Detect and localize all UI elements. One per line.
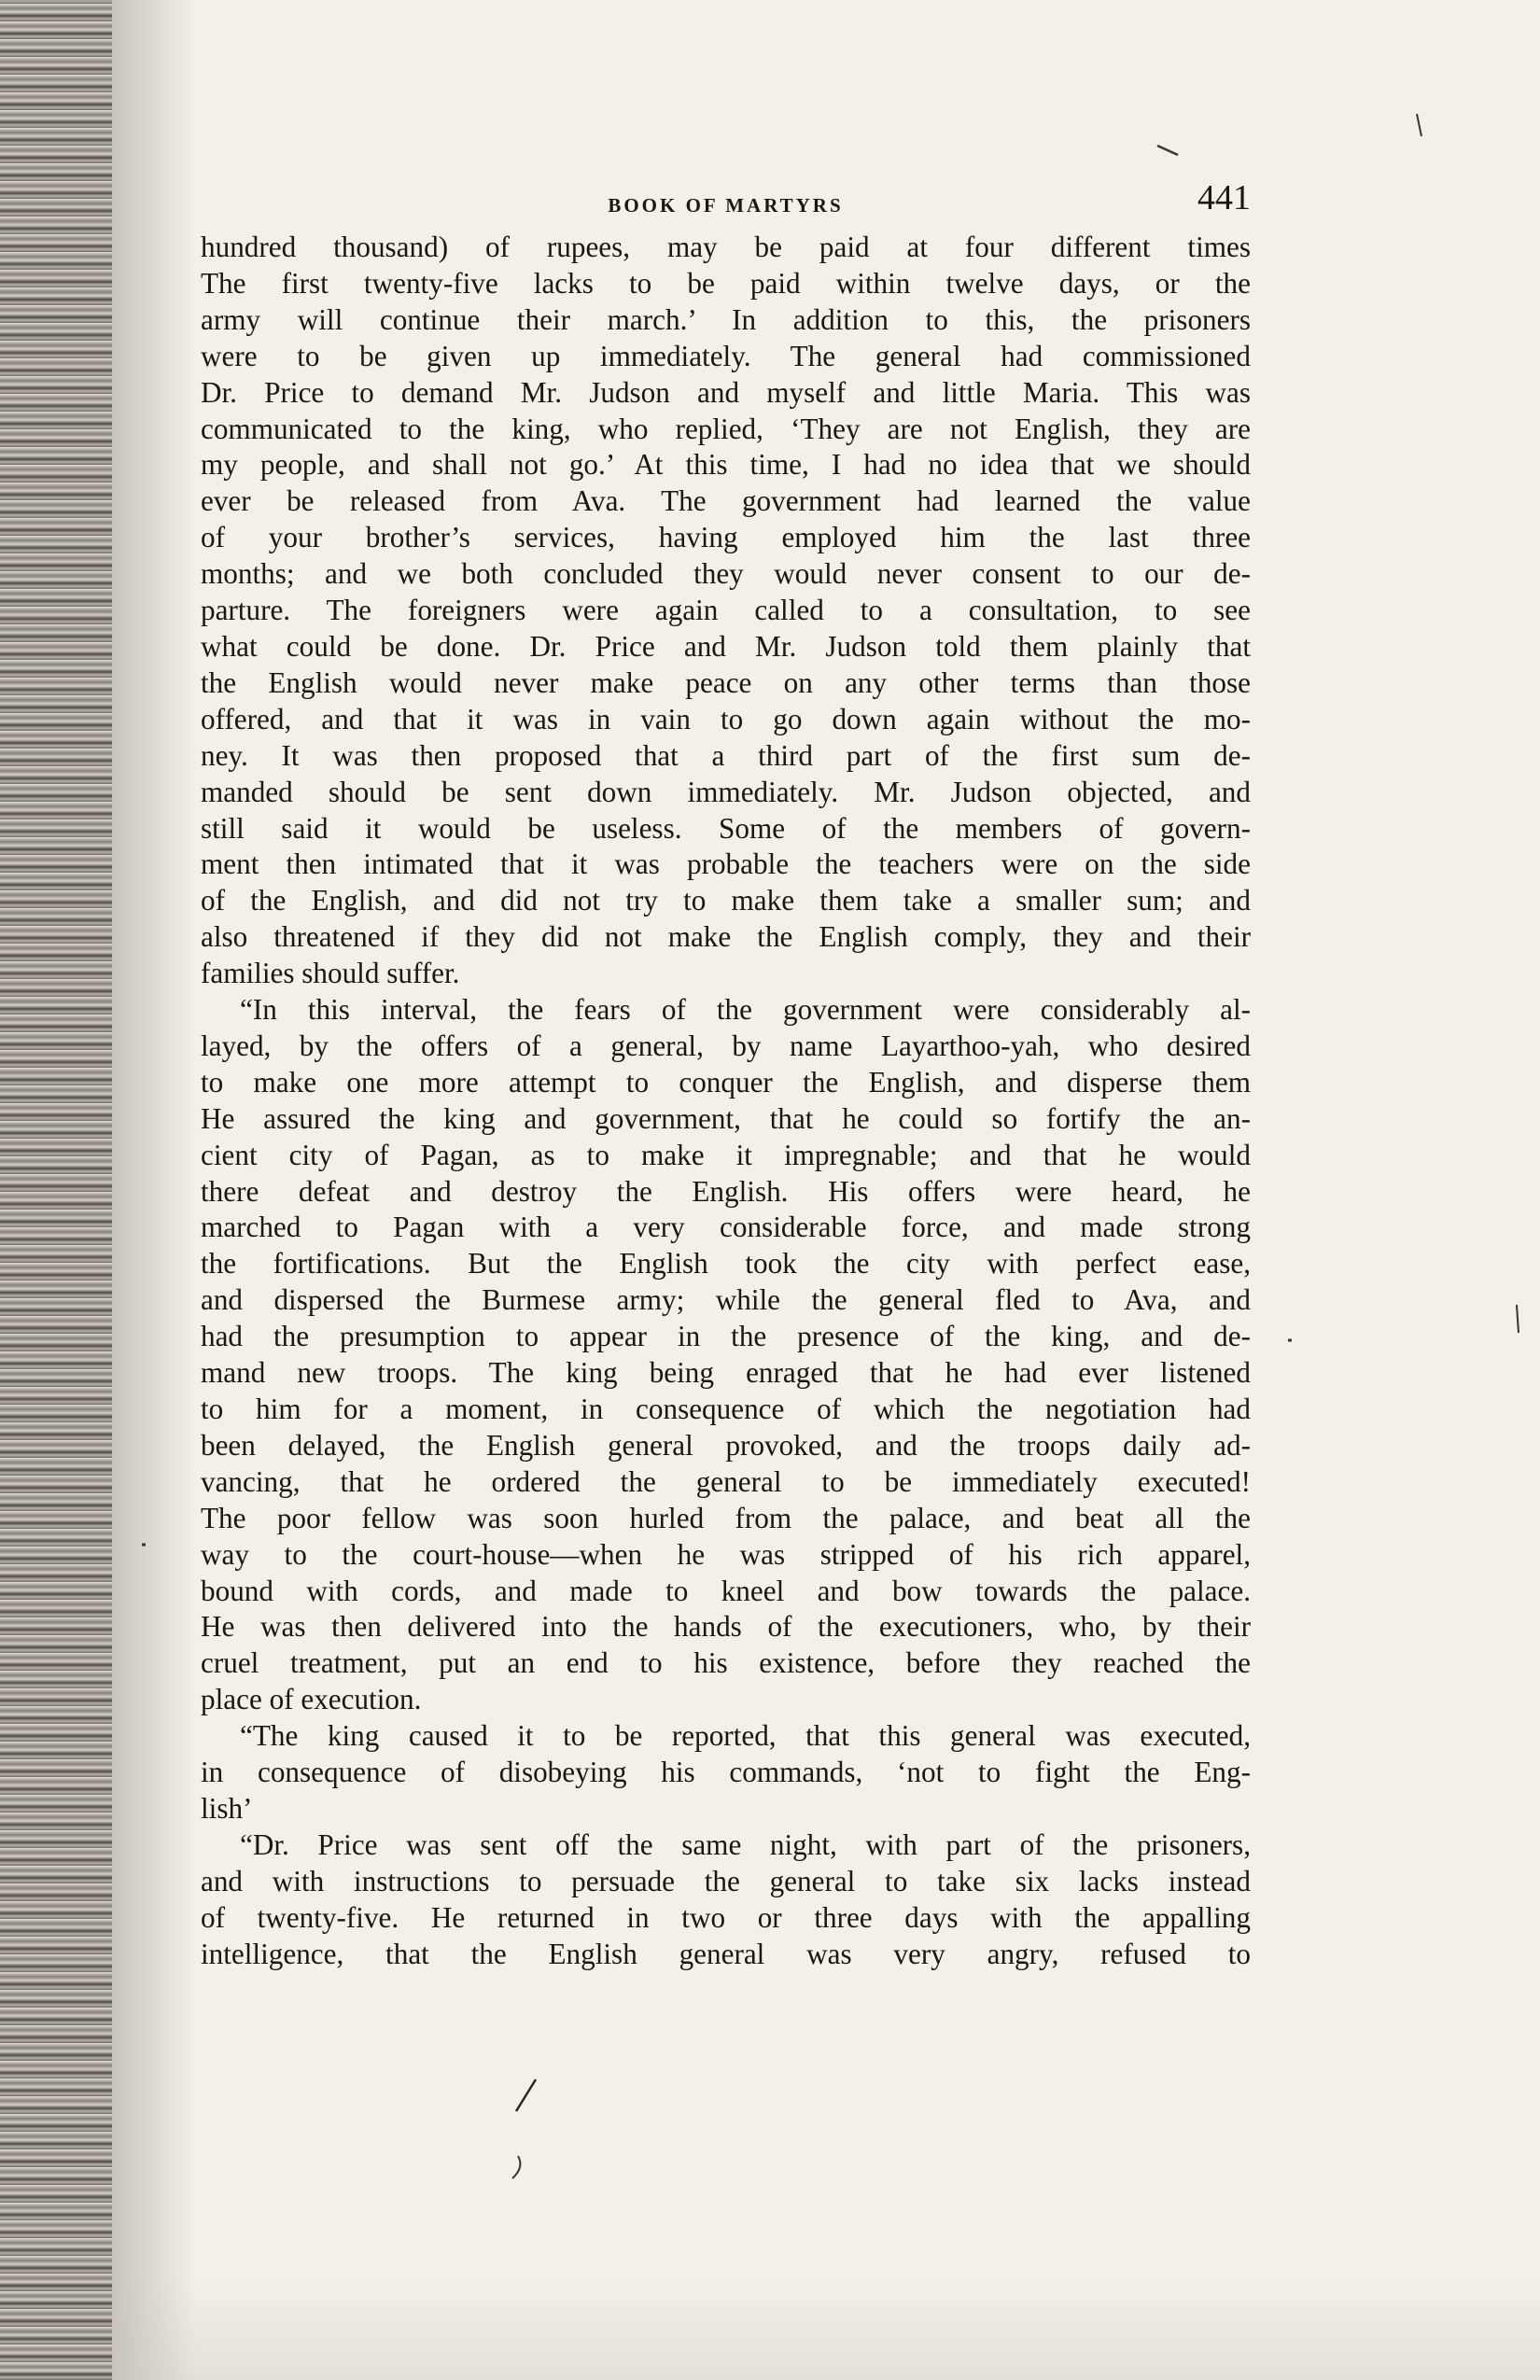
text-line: way to the court-house—when he was stripped of his rich apparel,	[201, 1537, 1251, 1571]
text-line: my people, and shall not go.’ At this time, I had no idea that we should	[201, 448, 1251, 482]
text-line: the fortifications. But the English took the city with perfect ease,	[201, 1247, 1251, 1281]
text-line: also threatened if they did not make the English comply, they and their	[201, 920, 1251, 954]
text-line: of your brother’s services, having employed him the last three	[201, 521, 1251, 554]
text-line: of the English, and did not try to make them take a smaller sum; and	[201, 884, 1251, 917]
text-line: of twenty-five. He returned in two or three days with the appalling	[201, 1900, 1251, 1934]
text-line: place of execution.	[201, 1683, 422, 1716]
text-line: “The king caused it to be reported, that this general was executed,	[240, 1719, 1251, 1753]
text-line: ever be released from Ava. The government had learned the value	[201, 484, 1251, 518]
text-line: what could be done. Dr. Price and Mr. Judson told them plainly that	[201, 629, 1251, 663]
scan-mark	[1517, 1305, 1519, 1333]
text-line: army will continue their march.’ In addition to this, the prisoners	[201, 302, 1251, 336]
text-line: been delayed, the English general provoked, and the troops daily ad-	[201, 1428, 1251, 1462]
text-line: cruel treatment, put an end to his existence, before they reached the	[201, 1646, 1251, 1680]
page-bottom-shadow	[112, 2277, 1540, 2380]
text-line: to him for a moment, in consequence of which the negotiation had	[201, 1393, 1251, 1425]
text-line: lish’	[201, 1791, 253, 1825]
text-line: families should suffer.	[201, 957, 460, 990]
text-line: ment then intimated that it was probable the teachers were on the side	[201, 847, 1251, 881]
running-head: BOOK OF MARTYRS	[608, 194, 844, 217]
text-line: had the presumption to appear in the presence of the king, and de-	[201, 1320, 1251, 1353]
page-number: 441	[1197, 178, 1251, 217]
scan-mark	[512, 2156, 520, 2178]
text-line: layed, by the offers of a general, by name Layarthoo-yah, who desired	[201, 1029, 1251, 1062]
text-line: hundred thousand) of rupees, may be paid at four different times	[201, 231, 1251, 263]
text-line: communicated to the king, who replied, ‘They are not English, they are	[201, 412, 1251, 445]
text-line: vancing, that he ordered the general to be immediately executed!	[201, 1464, 1251, 1498]
text-line: months; and we both concluded they would never consent to our de-	[201, 557, 1251, 591]
text-line: He was then delivered into the hands of the executioners, who, by their	[201, 1610, 1251, 1644]
text-line: He assured the king and government, that he could so fortify the an-	[201, 1101, 1251, 1135]
text-line: manded should be sent down immediately. Mr. Judson objected, and	[201, 775, 1251, 808]
text-line: offered, and that it was in vain to go down again without the mo-	[201, 702, 1251, 735]
text-line: The first twenty-five lacks to be paid within twelve days, or the	[201, 266, 1251, 300]
text-line: bound with cords, and made to kneel and bow towards the palace.	[201, 1574, 1251, 1607]
text-line: ney. It was then proposed that a third part of the first sum de-	[201, 738, 1251, 772]
body-text	[201, 230, 1251, 1973]
text-line: the English would never make peace on any other terms than those	[201, 665, 1251, 699]
text-line: and dispersed the Burmese army; while the general fled to Ava, and	[201, 1283, 1251, 1317]
text-line: cient city of Pagan, as to make it impregnable; and that he would	[201, 1138, 1251, 1171]
text-line: Dr. Price to demand Mr. Judson and myself and little Maria. This was	[201, 375, 1251, 409]
text-line: intelligence, that the English general was very angry, refused to	[201, 1937, 1251, 1970]
page-header	[201, 177, 1251, 233]
text-line: there defeat and destroy the English. His offers were heard, he	[201, 1174, 1251, 1208]
text-line: still said it would be useless. Some of the members of govern-	[201, 811, 1251, 845]
text-line: mand new troops. The king being enraged that he had ever listened	[201, 1356, 1251, 1390]
text-line: to make one more attempt to conquer the English, and disperse them	[201, 1065, 1251, 1099]
book-binding-edge	[0, 0, 112, 2380]
text-line: “In this interval, the fears of the government were considerably al-	[240, 993, 1251, 1027]
text-line: were to be given up immediately. The general had commissioned	[201, 339, 1251, 372]
binding-shadow	[112, 0, 196, 2380]
text-line: parture. The foreigners were again called to a consultation, to see	[201, 594, 1251, 627]
text-line: The poor fellow was soon hurled from the palace, and beat all the	[201, 1501, 1251, 1534]
scan-mark	[516, 2079, 536, 2111]
text-line: and with instructions to persuade the general to take six lacks instead	[201, 1864, 1251, 1897]
scan-mark	[1157, 146, 1178, 155]
text-line: in consequence of disobeying his commands, ‘not to fight the Eng-	[201, 1756, 1251, 1789]
text-line: marched to Pagan with a very considerable force, and made strong	[201, 1211, 1251, 1244]
scan-mark	[1417, 114, 1421, 136]
text-line: “Dr. Price was sent off the same night, with part of the prisoners,	[240, 1827, 1251, 1861]
